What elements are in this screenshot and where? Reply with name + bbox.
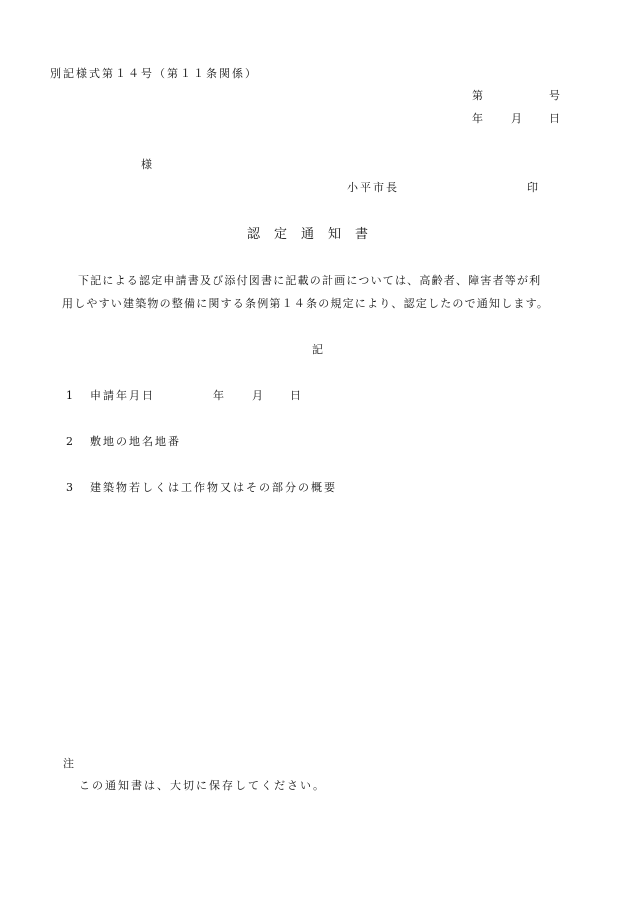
item-2-number: 2: [66, 435, 73, 448]
item-1-number: 1: [66, 389, 73, 402]
item-1-label: 申請年月日: [90, 389, 155, 402]
document-title: 認定通知書: [247, 227, 383, 242]
doc-number-suffix: 号: [549, 89, 560, 102]
date-month: 月: [511, 112, 522, 125]
issuer-seal: 印: [527, 181, 538, 194]
body-line-2: 用しやすい建築物の整備に関する条例第１４条の規定により、認定したので通知します。: [62, 297, 550, 310]
ki-heading: 記: [312, 343, 323, 356]
doc-number-prefix: 第: [472, 89, 483, 102]
item-1-year: 年: [213, 389, 224, 402]
item-1-day: 日: [290, 389, 301, 402]
note-text: この通知書は、大切に保存してください。: [79, 779, 326, 792]
date-day: 日: [549, 112, 560, 125]
item-2-label: 敷地の地名地番: [90, 435, 181, 448]
item-3-number: 3: [66, 481, 73, 494]
date-year: 年: [472, 112, 483, 125]
body-line-1: 下記による認定申請書及び添付図書に記載の計画については、高齢者、障害者等が利: [78, 274, 542, 287]
note-heading: 注: [63, 757, 74, 770]
recipient-honorific: 様: [141, 158, 152, 171]
item-1-month: 月: [252, 389, 263, 402]
form-label: 別記様式第１４号（第１１条関係）: [50, 67, 258, 80]
item-3-label: 建築物若しくは工作物又はその部分の概要: [90, 481, 337, 494]
issuer-name: 小平市長: [347, 181, 399, 194]
